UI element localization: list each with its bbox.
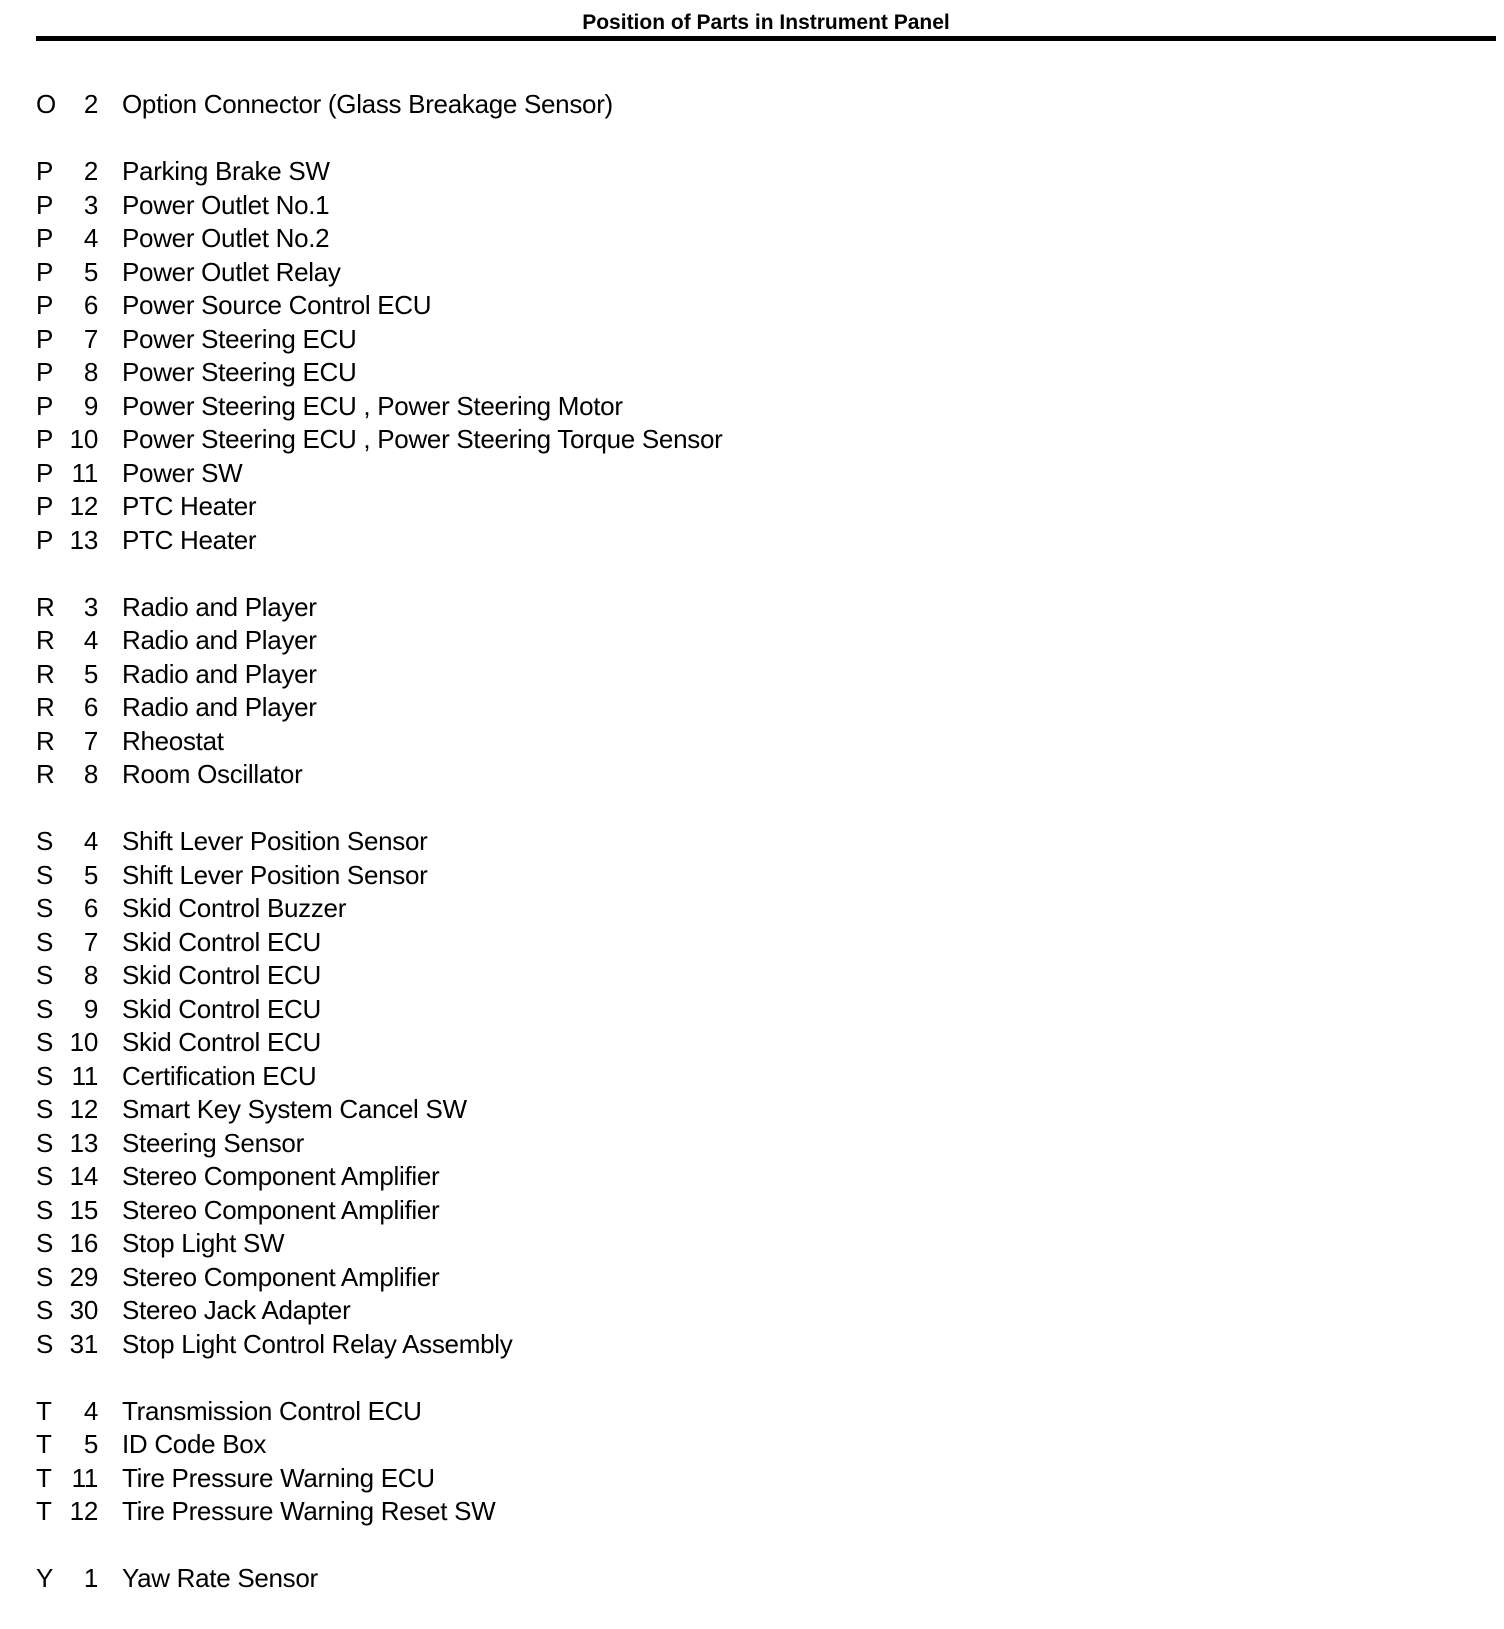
- part-name: Yaw Rate Sensor: [122, 1563, 318, 1593]
- part-number: 7: [83, 323, 98, 354]
- part-letter: P: [36, 290, 54, 320]
- part-number: 4: [83, 1395, 98, 1426]
- part-letter: R: [36, 625, 55, 655]
- part-number: 1: [83, 1563, 98, 1593]
- part-number: 13: [69, 1127, 98, 1158]
- part-letter: R: [36, 658, 55, 689]
- part-letter: S: [36, 993, 54, 1024]
- part-number: 4: [83, 826, 98, 856]
- part-letter: P: [36, 390, 54, 421]
- part-group: [36, 1395, 1436, 1529]
- part-row: [36, 457, 1436, 491]
- part-group: [36, 591, 1436, 792]
- part-number: 9: [83, 993, 98, 1024]
- part-letter: P: [36, 424, 54, 454]
- part-number: 3: [83, 189, 98, 220]
- part-name: Stereo Component Amplifier: [122, 1161, 440, 1191]
- part-number: 11: [71, 1462, 98, 1493]
- part-group: [36, 1562, 1436, 1596]
- part-letter: T: [36, 1429, 52, 1459]
- part-name: Tire Pressure Warning ECU: [122, 1462, 435, 1493]
- part-number: 5: [83, 859, 98, 890]
- part-name: Room Oscillator: [122, 759, 303, 789]
- part-name: ID Code Box: [122, 1429, 267, 1459]
- part-number: 2: [83, 89, 98, 119]
- parts-list: [36, 88, 1436, 1629]
- part-letter: P: [36, 524, 54, 555]
- part-number: 10: [69, 1027, 98, 1057]
- part-letter: O: [36, 89, 56, 119]
- part-letter: P: [36, 457, 54, 488]
- part-name: Radio and Player: [122, 692, 317, 722]
- part-name: Power Steering ECU: [122, 323, 357, 354]
- part-name: Power SW: [122, 457, 243, 488]
- part-name: Power Outlet No.2: [122, 223, 330, 253]
- part-row: [36, 1328, 1436, 1362]
- part-row: [36, 859, 1436, 893]
- part-name: Stop Light SW: [122, 1228, 285, 1258]
- part-name: Stereo Component Amplifier: [122, 1261, 440, 1292]
- part-letter: S: [36, 1060, 54, 1091]
- part-row: [36, 1562, 1436, 1596]
- part-number: 2: [83, 156, 98, 186]
- part-letter: S: [36, 826, 54, 856]
- part-name: Stereo Component Amplifier: [122, 1194, 440, 1225]
- part-number: 14: [69, 1161, 98, 1191]
- part-name: Skid Control ECU: [122, 926, 321, 957]
- part-row: [36, 390, 1436, 424]
- part-name: Power Steering ECU , Power Steering Motor: [122, 390, 623, 421]
- part-row: [36, 222, 1436, 256]
- part-row: [36, 591, 1436, 625]
- part-row: [36, 88, 1436, 122]
- part-row: [36, 289, 1436, 323]
- part-group: [36, 825, 1436, 1361]
- part-row: [36, 1093, 1436, 1127]
- part-number: 8: [83, 960, 98, 990]
- part-row: [36, 524, 1436, 558]
- title-rule: [36, 36, 1496, 41]
- part-name: Power Source Control ECU: [122, 290, 432, 320]
- part-row: [36, 1495, 1436, 1529]
- part-letter: R: [36, 725, 55, 756]
- part-row: [36, 256, 1436, 290]
- part-row: [36, 1026, 1436, 1060]
- part-name: Shift Lever Position Sensor: [122, 859, 428, 890]
- part-name: Option Connector (Glass Breakage Sensor): [122, 89, 613, 119]
- part-group: [36, 88, 1436, 122]
- part-number: 3: [83, 591, 98, 622]
- part-row: [36, 1261, 1436, 1295]
- part-name: Certification ECU: [122, 1060, 317, 1091]
- part-number: 30: [69, 1295, 98, 1325]
- part-letter: S: [36, 1328, 54, 1359]
- part-letter: P: [36, 189, 54, 220]
- part-name: Parking Brake SW: [122, 156, 330, 186]
- part-letter: S: [36, 1194, 54, 1225]
- part-letter: R: [36, 591, 55, 622]
- part-group: [36, 155, 1436, 557]
- part-number: 29: [69, 1261, 98, 1292]
- part-letter: P: [36, 256, 54, 287]
- part-number: 6: [83, 290, 98, 320]
- part-row: [36, 1194, 1436, 1228]
- part-name: Power Outlet No.1: [122, 189, 330, 220]
- part-name: Power Steering ECU , Power Steering Torque Sensor: [122, 424, 723, 454]
- page-title: Position of Parts in Instrument Panel: [582, 11, 950, 34]
- part-row: [36, 758, 1436, 792]
- part-letter: Y: [36, 1563, 54, 1593]
- part-letter: S: [36, 1127, 54, 1158]
- part-letter: T: [36, 1462, 52, 1493]
- part-letter: S: [36, 1228, 54, 1258]
- part-name: Radio and Player: [122, 625, 317, 655]
- part-row: [36, 658, 1436, 692]
- part-letter: R: [36, 692, 55, 722]
- part-letter: S: [36, 859, 54, 890]
- part-name: Radio and Player: [122, 658, 317, 689]
- part-row: [36, 825, 1436, 859]
- part-number: 12: [69, 1496, 98, 1526]
- part-row: [36, 356, 1436, 390]
- part-name: Rheostat: [122, 725, 224, 756]
- part-row: [36, 1160, 1436, 1194]
- part-letter: S: [36, 1094, 54, 1124]
- part-letter: P: [36, 357, 54, 387]
- part-number: 12: [69, 491, 98, 521]
- part-name: PTC Heater: [122, 524, 257, 555]
- part-letter: P: [36, 323, 54, 354]
- part-name: Skid Control ECU: [122, 993, 321, 1024]
- part-number: 7: [83, 725, 98, 756]
- part-number: 6: [83, 893, 98, 923]
- part-letter: T: [36, 1395, 52, 1426]
- part-name: Steering Sensor: [122, 1127, 304, 1158]
- part-number: 11: [71, 1060, 98, 1091]
- part-letter: S: [36, 1161, 54, 1191]
- part-letter: S: [36, 1261, 54, 1292]
- part-name: PTC Heater: [122, 491, 257, 521]
- part-row: [36, 490, 1436, 524]
- part-row: [36, 1060, 1436, 1094]
- part-number: 15: [69, 1194, 98, 1225]
- part-letter: P: [36, 223, 54, 253]
- part-row: [36, 323, 1436, 357]
- part-row: [36, 926, 1436, 960]
- part-row: [36, 624, 1436, 658]
- part-number: 6: [83, 692, 98, 722]
- part-number: 10: [69, 424, 98, 454]
- part-letter: S: [36, 893, 54, 923]
- part-number: 11: [71, 457, 98, 488]
- part-name: Skid Control ECU: [122, 1027, 321, 1057]
- part-row: [36, 189, 1436, 223]
- part-number: 8: [83, 759, 98, 789]
- part-letter: S: [36, 1027, 54, 1057]
- part-name: Skid Control ECU: [122, 960, 321, 990]
- part-number: 12: [69, 1094, 98, 1124]
- part-name: Skid Control Buzzer: [122, 893, 347, 923]
- part-letter: R: [36, 759, 55, 789]
- part-row: [36, 691, 1436, 725]
- part-number: 16: [69, 1228, 98, 1258]
- part-number: 4: [83, 223, 98, 253]
- part-letter: S: [36, 960, 54, 990]
- part-number: 13: [69, 524, 98, 555]
- part-name: Tire Pressure Warning Reset SW: [122, 1496, 496, 1526]
- part-row: [36, 1395, 1436, 1429]
- part-number: 4: [83, 625, 98, 655]
- part-letter: P: [36, 156, 54, 186]
- part-number: 31: [69, 1328, 98, 1359]
- part-row: [36, 1462, 1436, 1496]
- part-letter: P: [36, 491, 54, 521]
- part-name: Power Steering ECU: [122, 357, 357, 387]
- part-number: 7: [83, 926, 98, 957]
- part-row: [36, 1127, 1436, 1161]
- part-name: Radio and Player: [122, 591, 317, 622]
- part-number: 9: [83, 390, 98, 421]
- part-number: 5: [83, 256, 98, 287]
- part-name: Stop Light Control Relay Assembly: [122, 1328, 513, 1359]
- part-number: 5: [83, 658, 98, 689]
- part-row: [36, 892, 1436, 926]
- part-row: [36, 1227, 1436, 1261]
- part-name: Transmission Control ECU: [122, 1395, 422, 1426]
- part-name: Smart Key System Cancel SW: [122, 1094, 467, 1124]
- part-row: [36, 423, 1436, 457]
- part-row: [36, 155, 1436, 189]
- part-letter: S: [36, 1295, 54, 1325]
- part-name: Shift Lever Position Sensor: [122, 826, 428, 856]
- part-row: [36, 725, 1436, 759]
- part-name: Stereo Jack Adapter: [122, 1295, 351, 1325]
- part-number: 8: [83, 357, 98, 387]
- part-row: [36, 1428, 1436, 1462]
- part-letter: T: [36, 1496, 52, 1526]
- part-row: [36, 1294, 1436, 1328]
- part-number: 5: [83, 1429, 98, 1459]
- part-name: Power Outlet Relay: [122, 256, 341, 287]
- part-row: [36, 959, 1436, 993]
- part-row: [36, 993, 1436, 1027]
- part-letter: S: [36, 926, 54, 957]
